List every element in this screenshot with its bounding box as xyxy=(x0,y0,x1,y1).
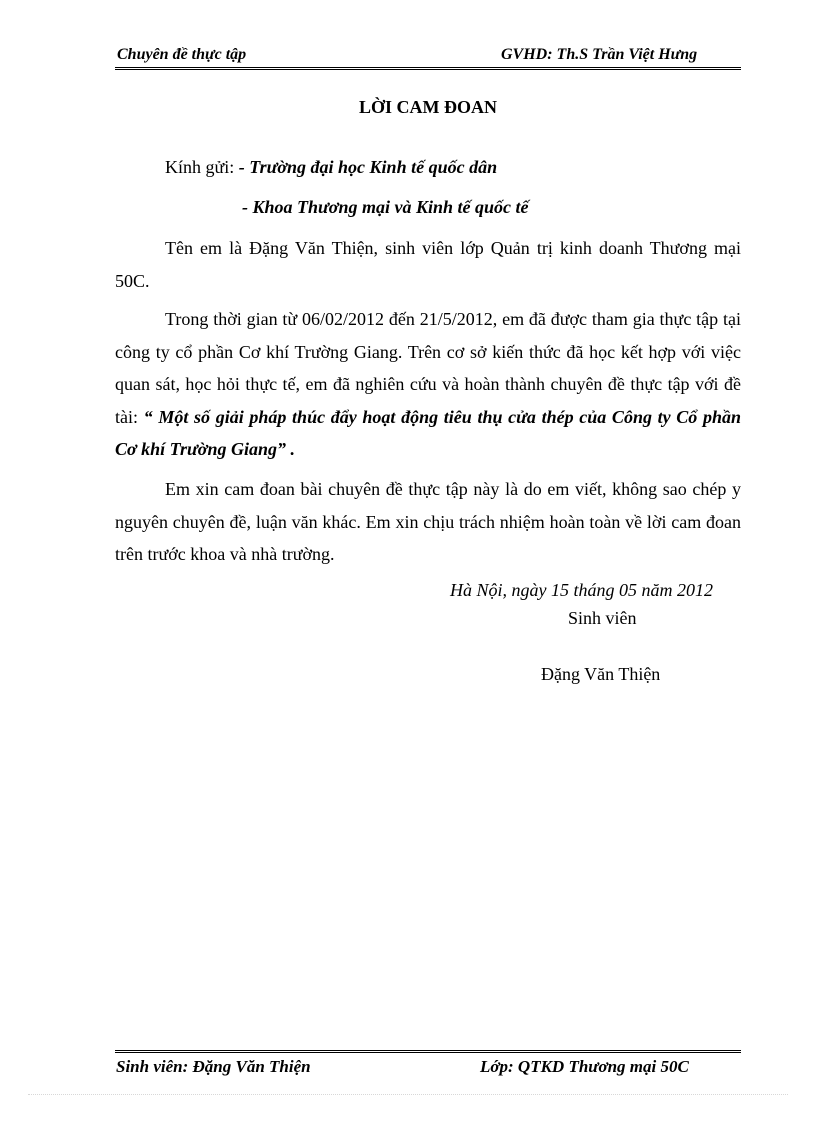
internship-text: Trong thời gian từ 06/02/2012 đến 21/5/2012, em đã được tham gia thực tập tại công ty cổ phần Cơ khí Trường Giang. Trên cơ sở kiến thức đã học kết hợp với việc quan sát, học hỏi thực tế, em đã nghiên cứu và hoàn thành chuyên đề thực tập với đề tài: xyxy=(115,309,741,427)
place-date: Hà Nội, ngày 15 tháng 05 năm 2012 xyxy=(450,580,713,600)
header-advisor: GVHD: Th.S Trần Việt Hưng xyxy=(501,46,698,63)
footer-rule xyxy=(115,1050,741,1053)
signer-role: Sinh viên xyxy=(568,608,637,628)
paragraph-intro: Tên em là Đặng Văn Thiện, sinh viên lớp Quản trị kinh doanh Thương mại 50C. xyxy=(115,238,741,291)
page-header xyxy=(115,44,741,66)
recipient-faculty: - Khoa Thương mại và Kinh tế quốc tế xyxy=(242,197,529,217)
footer-class: Lớp: QTKD Thương mại 50C xyxy=(480,1057,689,1076)
footer-student: Sinh viên: Đặng Văn Thiện xyxy=(116,1057,311,1076)
paragraph-internship xyxy=(115,303,741,466)
recipient-university: - Trường đại học Kinh tế quốc dân xyxy=(238,157,498,177)
thesis-topic: “ Một số giải pháp thúc đẩy hoạt động tiêu thụ cửa thép của Công ty Cổ phần Cơ khí Trường Giang” . xyxy=(115,406,741,459)
address-line-1 xyxy=(165,157,497,178)
paragraph-declaration: Em xin cam đoan bài chuyên đề thực tập này là do em viết, không sao chép y nguyên chuyên đề, luận văn khác. Em xin chịu trách nhiệm hoàn toàn về lời cam đoan trên trước khoa và nhà trường. xyxy=(115,479,741,564)
address-label: Kính gửi: xyxy=(165,157,235,177)
header-course: Chuyên đề thực tập xyxy=(117,46,247,63)
signer-name: Đặng Văn Thiện xyxy=(541,664,661,684)
page-title: LỜI CAM ĐOAN xyxy=(359,97,497,117)
page-bottom-dots xyxy=(28,1094,788,1095)
header-rule xyxy=(115,67,741,70)
